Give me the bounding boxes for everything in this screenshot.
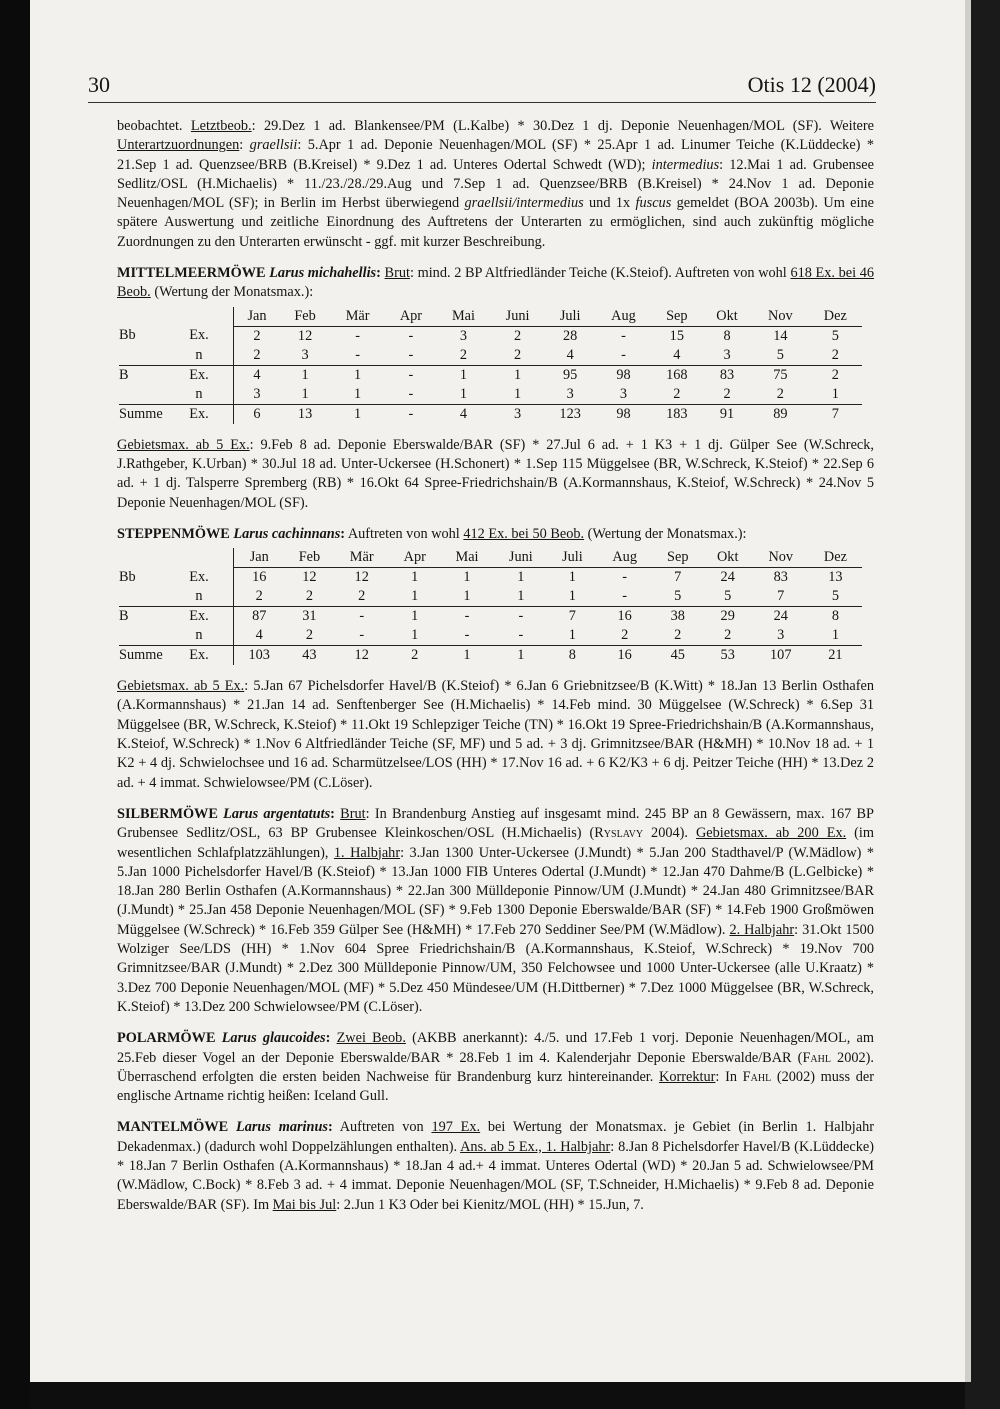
- table-cell: 2: [597, 626, 653, 646]
- table-cell: 8: [723, 327, 731, 344]
- article-body: [117, 117, 874, 1227]
- table-cell: 6: [234, 404, 280, 424]
- steppen-gebietsmax-paragraph: Gebietsmax. ab 5 Ex.: 5.Jan 67 Pichelsdorfer Havel/B (K.Steiof) * 6.Jan 6 Griebnitzsee/B (K.Witt) * 18.Jan 13 Berlin Osthafen (A.Kormannshaus) * 21.Jan 14 ad. Senftenberger See (H.Michaelis) * 14.Feb mind. 30 Müggelsee (W.Schreck) * 6.Sep 31 Müggelsee (BR, W.Schreck, K.Steiof) * 11.Okt 19 Schlepziger Teiche (TN) * 16.Okt 19 Spree-Friedrichshain/B (A.Kormannshaus, K.Steiof, W.Schreck) * 1.Nov 6 Altfriedländer Teiche (SF, MF) und 5 ad. + 3 dj. Grimnitzsee/BAR (H&MH) * 10.Nov 18 ad. + 1 K2 + 4 dj. Schwielochsee und 16 ad. Scharmützelsee/LOS (HH) * 17.Nov 16 ad. + 6 K2/K3 + 6 dj. Peitzer Teiche (HH) * 13.Dez 2 ad. + 4 immat. Schwielowsee/PM (C.Löser).: [117, 678, 874, 791]
- table-cell: 5: [809, 587, 862, 607]
- table-cell: 98: [595, 404, 651, 424]
- table-cell: 2: [253, 327, 261, 344]
- steppen-paragraph: STEPPENMÖWE Larus cachinnans: Auftreten von wohl 412 Ex. bei 50 Beob. (Wertung der Monatsmax.):: [117, 525, 747, 542]
- table-cell: -: [518, 608, 524, 625]
- row-label: Summe: [119, 646, 165, 666]
- scan-border-bottom: [30, 1382, 965, 1409]
- table-cell: -: [385, 385, 437, 405]
- table-cell: -: [597, 587, 653, 607]
- table-cell: 2: [490, 346, 545, 366]
- table-cell: -: [385, 404, 437, 424]
- species-latin: Larus glaucoides: [221, 1030, 326, 1047]
- table-cell: 89: [752, 404, 808, 424]
- table-cell: 7: [809, 404, 862, 424]
- table-cell: 1: [809, 626, 862, 646]
- table-cell: 1: [514, 366, 522, 383]
- table-cell: 83: [773, 569, 788, 586]
- row-sublabel: Ex.: [165, 646, 234, 666]
- table-row: [119, 626, 862, 646]
- table-cell: 4: [652, 346, 702, 366]
- row-sublabel: Ex.: [165, 568, 234, 588]
- table-row: [119, 587, 862, 607]
- table-cell: 12: [334, 646, 389, 666]
- month-header: Jan: [234, 307, 280, 327]
- table-row: [119, 646, 862, 666]
- table-cell: 87: [252, 608, 267, 625]
- table-cell: 1: [517, 569, 525, 586]
- row-sublabel: Ex.: [165, 365, 234, 385]
- table-cell: -: [622, 569, 628, 586]
- month-header: Juli: [548, 548, 596, 568]
- table-cell: 21: [809, 646, 862, 666]
- table-cell: 7: [753, 587, 809, 607]
- table-cell: 5: [831, 327, 839, 344]
- steppen-monthly-table: [119, 548, 862, 665]
- table-cell: 1: [440, 587, 493, 607]
- month-header: Juni: [490, 307, 545, 327]
- table-cell: 7: [568, 608, 576, 625]
- month-header: Okt: [702, 307, 752, 327]
- month-header: Nov: [752, 307, 808, 327]
- month-header: Mär: [330, 307, 385, 327]
- table-cell: 7: [674, 569, 682, 586]
- month-header: Sep: [652, 307, 702, 327]
- table-cell: 1: [280, 385, 330, 405]
- month-header: Dez: [809, 307, 862, 327]
- table-cell: 12: [302, 569, 317, 586]
- table-cell: 2: [334, 587, 389, 607]
- table-cell: 43: [284, 646, 334, 666]
- table-cell: 16: [252, 569, 267, 586]
- table-cell: 3: [702, 346, 752, 366]
- table-cell: 1: [301, 366, 309, 383]
- table-cell: 5: [653, 587, 703, 607]
- table-cell: -: [355, 327, 360, 344]
- table-cell: 1: [354, 366, 362, 383]
- row-label: [119, 626, 165, 646]
- table-cell: 24: [720, 569, 735, 586]
- table-cell: 13: [280, 404, 330, 424]
- scan-border-left: [0, 0, 30, 1409]
- species-name: MANTELMÖWE: [117, 1119, 229, 1136]
- table-cell: 1: [490, 385, 545, 405]
- table-cell: 103: [234, 646, 285, 666]
- table-cell: -: [494, 626, 549, 646]
- table-cell: 2: [234, 346, 280, 366]
- table-cell: 3: [595, 385, 651, 405]
- species-latin: Larus michahellis: [269, 265, 377, 282]
- table-cell: 14: [773, 327, 788, 344]
- table-cell: 2: [652, 385, 702, 405]
- table-cell: 38: [670, 608, 685, 625]
- table-cell: 28: [563, 327, 578, 344]
- table-cell: 1: [568, 569, 576, 586]
- table-cell: 4: [437, 404, 490, 424]
- table-cell: 107: [753, 646, 809, 666]
- month-header: Mai: [437, 307, 490, 327]
- table-corner: [165, 307, 234, 327]
- table-row: [119, 326, 862, 346]
- table-cell: 2: [284, 626, 334, 646]
- table-cell: 2: [284, 587, 334, 607]
- species-latin: Larus marinus: [235, 1119, 328, 1136]
- table-cell: 2: [389, 646, 440, 666]
- mittelmeer-paragraph: MITTELMEERMÖWE Larus michahellis: Brut: mind. 2 BP Altfriedländer Teiche (K.Steiof). Auftreten von wohl 618 Ex. bei 46 Beob. (Wertung der Monatsmax.):: [117, 265, 875, 301]
- table-cell: 83: [719, 366, 735, 383]
- table-cell: 5: [703, 587, 753, 607]
- table-cell: -: [440, 626, 493, 646]
- month-header: Apr: [389, 548, 440, 568]
- table-cell: 1: [411, 569, 419, 586]
- table-cell: 12: [354, 569, 369, 586]
- table-cell: -: [464, 608, 470, 625]
- table-cell: 3: [280, 346, 330, 366]
- table-cell: 1: [494, 587, 549, 607]
- table-cell: -: [595, 346, 651, 366]
- month-header: Juni: [494, 548, 549, 568]
- table-cell: 24: [773, 608, 788, 625]
- species-name: MITTELMEERMÖWE: [117, 265, 266, 282]
- table-cell: 29: [720, 608, 735, 625]
- table-row: [119, 346, 862, 366]
- table-cell: 1: [494, 646, 549, 666]
- table-cell: 12: [297, 327, 313, 344]
- row-label: B: [119, 608, 129, 625]
- row-label: [119, 587, 165, 607]
- table-cell: 3: [459, 327, 468, 344]
- silber-paragraph: SILBERMÖWE Larus argentatuts: Brut: In Brandenburg Anstieg auf insgesamt mind. 245 BP an 8 Gewässern, max. 167 BP Grubensee Sedlitz/OSL, 63 BP Grubensee Kleinkoschen/OSL (H.Michaelis) (Ryslavy 2004). Gebietsmax. ab 200 Ex. (im wesentlichen Schlafplatzzählungen), 1. Halbjahr: 3.Jan 1300 Unter-Uckersee (J.Mundt) * 5.Jan 200 Stadthavel/P (W.Mädlow) * 5.Jan 1000 Pichelsdorfer Havel/B (K.Steiof) * 13.Jan 1000 FIB Unteres Odertal (J.Mundt) * 12.Jan 470 Dahme/B (L.Gelbicke) * 18.Jan 280 Berlin Osthafen (A.Kormannshaus) * 22.Jan 300 Mülldeponie Pinnow/UM (J.Mundt) * 24.Jan 480 Grimnitzsee/BAR (J.Mundt) * 25.Jan 458 Deponie Neuenhagen/MOL (SF) * 9.Feb 1300 Deponie Eberswalde/BAR (SF) * 14.Feb 1900 Großmöwen Müggelsee (W.Schreck) * 16.Feb 359 Gülper See (H&MH) * 17.Feb 270 Seddiner See/PM (W.Mädlow). 2. Halbjahr: 31.Okt 1500 Wolziger See/LDS (HH) * 1.Nov 604 Spree Friedrichshain/B (A.Kormannshaus, K.Steiof, W.Schreck) * 19.Nov 700 Grimnitzsee/BAR (J.Mundt) * 2.Dez 300 Mülldeponie Pinnow/UM, 350 Felchowsee und 1000 Unter-Uckersee (alle U.Kraatz) * 3.Dez 700 Deponie Neuenhagen/MOL (MF) * 5.Dez 450 Mündesee/UM (H.Dittberner) * 7.Dez 1000 Müggelsee (BR, W.Schreck, K.Steiof) * 13.Dez 200 Schwielowsee/PM (C.Löser).: [117, 805, 875, 1015]
- table-cell: 1: [330, 385, 385, 405]
- table-cell: 183: [652, 404, 702, 424]
- table-cell: -: [359, 608, 365, 625]
- table-cell: 2: [703, 626, 753, 646]
- table-corner: [119, 307, 165, 327]
- month-header: Sep: [653, 548, 703, 568]
- species-latin: Larus argentatuts: [223, 805, 331, 822]
- table-cell: 1: [463, 569, 471, 586]
- table-cell: 2: [831, 366, 839, 383]
- table-cell: 1: [437, 385, 490, 405]
- month-header: Nov: [753, 548, 809, 568]
- table-cell: -: [408, 366, 414, 383]
- table-cell: 5: [752, 346, 808, 366]
- month-header: Jan: [234, 548, 285, 568]
- row-sublabel: Ex.: [165, 404, 234, 424]
- table-cell: 3: [490, 404, 545, 424]
- page-header: [88, 68, 876, 103]
- row-sublabel: n: [165, 385, 234, 405]
- table-cell: 2: [514, 327, 522, 344]
- month-header: Mai: [440, 548, 493, 568]
- table-cell: 15: [669, 327, 684, 344]
- month-header: Feb: [284, 548, 334, 568]
- table-cell: 1: [459, 366, 468, 383]
- species-name: STEPPENMÖWE: [117, 525, 230, 542]
- month-header: Mär: [334, 548, 389, 568]
- table-row: [119, 404, 862, 424]
- table-cell: 4: [253, 366, 261, 383]
- table-cell: 98: [616, 366, 631, 383]
- row-label: Bb: [119, 327, 136, 344]
- scan-page-edge-right: [965, 0, 1000, 1409]
- table-cell: 1: [330, 404, 385, 424]
- table-cell: -: [621, 327, 626, 344]
- month-header: Juli: [545, 307, 595, 327]
- month-header: Aug: [597, 548, 653, 568]
- table-cell: 3: [234, 385, 280, 405]
- table-cell: 3: [753, 626, 809, 646]
- month-header: Okt: [703, 548, 753, 568]
- table-cell: 2: [702, 385, 752, 405]
- table-cell: 1: [548, 626, 596, 646]
- row-label: Summe: [119, 404, 165, 424]
- table-cell: 4: [545, 346, 595, 366]
- table-cell: 91: [702, 404, 752, 424]
- page-number: 30: [88, 72, 110, 97]
- table-cell: 75: [773, 366, 788, 383]
- table-row: [119, 568, 862, 588]
- table-cell: 31: [302, 608, 317, 625]
- row-sublabel: Ex.: [165, 607, 234, 627]
- row-label: [119, 346, 165, 366]
- table-cell: -: [330, 346, 385, 366]
- table-cell: 123: [545, 404, 595, 424]
- table-cell: 2: [752, 385, 808, 405]
- table-corner: [165, 548, 234, 568]
- table-cell: 2: [234, 587, 285, 607]
- table-cell: 2: [809, 346, 862, 366]
- mittelmeer-gebietsmax-paragraph: Gebietsmax. ab 5 Ex.: 9.Feb 8 ad. Deponie Eberswalde/BAR (SF) * 27.Jul 6 ad. + 1 K3 + 1 dj. Gülper See (W.Schreck, J.Rathgeber, K.Urban) * 30.Jul 18 ad. Unter-Uckersee (H.Schonert) * 1.Sep 115 Müggelsee (BR, W.Schreck, K.Steiof) * 22.Sep 6 ad. + 1 dj. Talsperre Spremberg (RB) * 16.Okt 64 Spree-Friedrichshain/B (A.Kormannshaus, K.Steiof, W.Schreck) * 24.Nov 5 Deponie Neuenhagen/MOL (SF).: [117, 436, 874, 511]
- table-cell: 16: [597, 646, 653, 666]
- table-cell: 2: [437, 346, 490, 366]
- row-sublabel: n: [165, 587, 234, 607]
- row-sublabel: n: [165, 346, 234, 366]
- month-header: Feb: [280, 307, 330, 327]
- species-name: POLARMÖWE: [117, 1030, 216, 1047]
- table-cell: 45: [653, 646, 703, 666]
- row-label: Bb: [119, 568, 136, 585]
- table-cell: 8: [831, 608, 839, 625]
- table-cell: 8: [548, 646, 596, 666]
- species-latin: Larus cachinnans: [233, 525, 341, 542]
- table-cell: 4: [234, 626, 285, 646]
- row-label: B: [119, 366, 129, 383]
- table-cell: 3: [545, 385, 595, 405]
- table-cell: 1: [440, 646, 493, 666]
- table-cell: -: [408, 327, 414, 344]
- month-header: Apr: [385, 307, 437, 327]
- table-corner: [119, 548, 165, 568]
- species-name: SILBERMÖWE: [117, 805, 218, 822]
- table-cell: 168: [666, 366, 688, 383]
- table-row: [119, 365, 862, 385]
- mantel-paragraph: MANTELMÖWE Larus marinus: Auftreten von 197 Ex. bei Wertung der Monatsmax. je Gebiet (in Berlin 1. Halbjahr Dekadenmax.) (dadurch wohl Doppelzählungen enthalten). Ans. ab 5 Ex., 1. Halbjahr: 8.Jan 8 Pichelsdorfer Havel/B (K.Lüddecke) * 18.Jan 7 Berlin Osthafen (A.Kormannshaus) * 18.Jan 4 ad.+ 4 immat. Unteres Odertal (WD) * 20.Jan 5 ad. Schwielowsee/PM (W.Mädlow, C.Bock) * 8.Feb 3 ad. + 4 immat. Deponie Neuenhagen/MOL (SF, T.Schneider, H.Michaelis) * 9.Feb 8 ad. Deponie Eberswalde/BAR (SF). Im Mai bis Jul: 2.Jun 1 K3 Oder bei Kienitz/MOL (HH) * 15.Jun, 7.: [117, 1119, 874, 1213]
- journal-title: Otis 12 (2004): [747, 72, 876, 97]
- mittelmeer-monthly-table: [119, 307, 862, 424]
- row-sublabel: n: [165, 626, 234, 646]
- table-cell: 1: [389, 626, 440, 646]
- table-cell: 95: [563, 366, 578, 383]
- polar-paragraph: POLARMÖWE Larus glaucoides: Zwei Beob. (AKBB anerkannt): 4./5. und 17.Feb 1 vorj. Deponie Neuenhagen/MOL, am 25.Feb dieser Vogel an der Deponie Eberswalde/BAR * 28.Feb 1 im 4. Kalenderjahr Deponie Eberswalde/BAR (Fahl 2002). Überraschend erfolgten die ersten beiden Nachweise für Brandenburg kurz hintereinander. Korrektur: In Fahl (2002) muss der englische Artname richtig heißen: Iceland Gull.: [117, 1030, 875, 1105]
- table-cell: 1: [389, 587, 440, 607]
- table-cell: 2: [653, 626, 703, 646]
- month-header: Dez: [809, 548, 862, 568]
- table-cell: 1: [548, 587, 596, 607]
- table-cell: 13: [828, 569, 843, 586]
- table-cell: 1: [809, 385, 862, 405]
- table-cell: -: [334, 626, 389, 646]
- table-cell: 16: [617, 608, 632, 625]
- table-cell: 53: [703, 646, 753, 666]
- table-cell: 1: [411, 608, 419, 625]
- row-label: [119, 385, 165, 405]
- table-row: [119, 607, 862, 627]
- table-cell: -: [385, 346, 437, 366]
- intro-paragraph: beobachtet. Letztbeob.: 29.Dez 1 ad. Blankensee/PM (L.Kalbe) * 30.Dez 1 dj. Deponie Neuenhagen/MOL (SF). Weitere Unterartzuordnungen: graellsii: 5.Apr 1 ad. Deponie Neuenhagen/MOL (SF) * 25.Apr 1 ad. Linumer Teiche (K.Lüddecke) * 21.Sep 1 ad. Quenzsee/BRB (B.Kreisel) * 9.Dez 1 ad. Unteres Odertal Schwedt (WD); intermedius: 12.Mai 1 ad. Grubensee Sedlitz/OSL (H.Michaelis) * 11./23./28./29.Aug und 7.Sep 1 ad. Quenzsee/BRB (B.Kreisel) * 24.Nov 1 ad. Deponie Neuenhagen/MOL (SF); in Berlin im Herbst überwiegend graellsii/intermedius und 1x fuscus gemeldet (BOA 2003b). Um eine spätere Auswertung und zeitliche Einordnung des Auftretens der Unterarten zu ermöglichen, sind auch zukünftig mögliche Zuordnungen zu den Unterarten erwünscht - ggf. mit kurzer Beschreibung.: [117, 118, 874, 250]
- month-header: Aug: [595, 307, 651, 327]
- table-row: [119, 385, 862, 405]
- row-sublabel: Ex.: [165, 326, 234, 346]
